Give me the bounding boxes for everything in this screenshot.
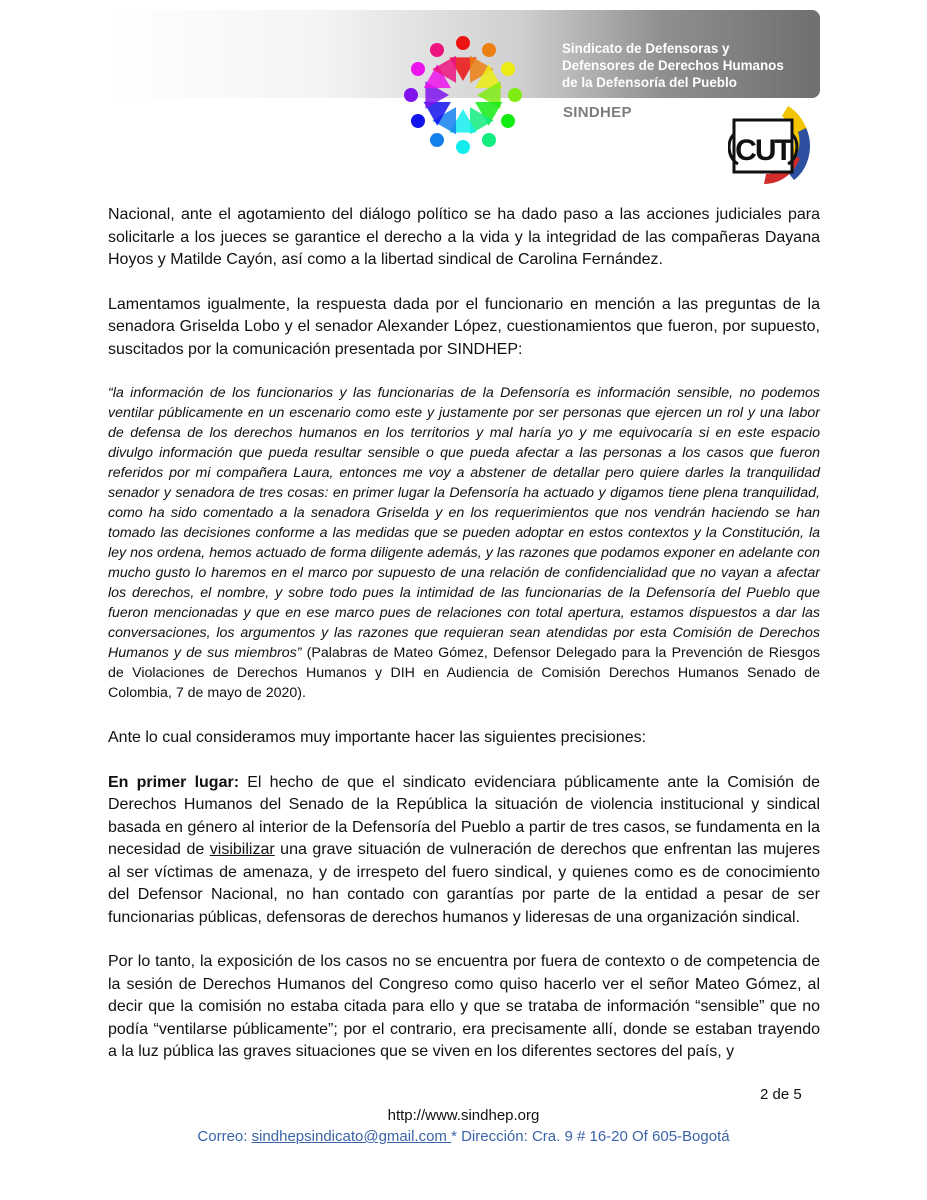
logo-figure-head [404,88,418,102]
paragraph-4-part-a: El hecho de que el sindicato evidenciara públicamente ante la Comisión de Derechos Humanos del Senado de la República la situación de violencia institucional y sindical basada en género al interior de la Defensoría del Pueblo a partir de tres casos, se fundamenta en la necesidad de [108,773,821,858]
logo-figure-head [430,133,444,147]
paragraph-3: Ante lo cual consideramos muy importante hacer las siguientes precisiones: [108,729,647,746]
document-body [108,204,820,1086]
logo-figure-head [508,88,522,102]
logo-figure-head [456,140,470,154]
org-name-line-1: Sindicato de Defensoras y [562,41,730,56]
logo-figure-head [501,114,515,128]
paragraph-1: Nacional, ante el agotamiento del diálogo político se ha dado paso a las acciones judiciales para solicitarle a los jueces se garantice el derecho a la vida y la integridad de las compañeras Dayana Hoyos y Matilde Cayón, así como a la libertad sindical de Carolina Fernández. [108,206,820,268]
logo-figure-head [456,36,470,50]
cut-logo-text: CUT [735,134,791,167]
org-name-line-2: Defensores de Derechos Humanos [562,58,784,73]
logo-figure-head [501,62,515,76]
quote-paragraph [108,383,820,703]
page-number: 2 de 5 [760,1086,802,1103]
logo-figure-head [430,43,444,57]
sindhep-logo [398,30,528,160]
paragraph-5: Por lo tanto, la exposición de los casos no se encuentra por fuera de contexto o de competencia de la sesión de Derechos Humanos del Congreso como quiso hacerlo ver el señor Mateo Gómez, al decir que la comisión no estaba citada para ello y que se trataba de información “sensible” que no podía “ventilarse públicamente”; por el contrario, era precisamente allí, donde se estaban trayendo a la luz pública las graves situaciones que se viven en los diferentes sectores del país, y [108,953,820,1060]
quote-attribution: (Palabras de Mateo Gómez, Defensor Delegado para la Prevención de Riesgos de Violaciones de Derechos Humanos y DIH en Audiencia de Comisión Derechos Humanos Senado de Colombia, 7 de mayo de 2020). [108,645,820,701]
logo-figure-head [482,43,496,57]
organization-name [562,40,822,91]
address-text: * Dirección: Cra. 9 # 16-20 Of 605-Bogotá [451,1128,730,1145]
logo-figures [404,36,522,154]
paragraph-4-part-b: una grave situación de vulneración de derechos que enfrentan las mujeres al ser víctimas de amenaza, y de irrespeto del fuero sindical, y quienes como es de conocimiento del Defensor Nacional, no han contado con garantías por parte de la entidad a pesar de ser funcionarias públicas, defensoras de derechos humanos y lideresas de una organización sindical. [108,841,821,926]
contact-label: Correo: [197,1128,252,1145]
quote-text: “la información de los funcionarios y las funcionarias de la Defensoría es información sensible, no podemos ventilar públicamente en un escenario como este y justamente por ser personas que ejercen un rol y una labor de defensa de los derechos humanos en los territorios y mal haría yo y me equivocaría si en este espacio divulgo información que pueda resultar sensible o que pueda afectar a las personas a los casos que fueron referidos por mi compañera Laura, entonces me voy a abstener de detallar pero quiere darles la tranquilidad senador y senadora de tres cosas: en primer lugar la Defensoría ha actuado y digamos tiene plena tranquilidad, como ha sido comentado a la senadora Griselda y en los requerimientos que nos vendrán haciendo se han tomado las decisiones conforme a las medidas que se pueden adoptar en estos contextos y la Constitución, la ley nos ordena, hemos actuado de forma diligente además, y las razones que podamos exponer en adelante con mucho gusto lo haremos en el marco por supuesto de una relación de confidencialidad que no vayan a afectar los derechos, el nombre, y sobre todo pues la intimidad de las funcionarias de la Defensoría del Pueblo que fueron mencionadas y que en ese marco pues de relaciones con total apertura, estamos dispuestos a dar las conversaciones, los argumentos y las razones que requieran sean atendidas por esta Comisión de Derechos Humanos y de sus miembros” [108,385,820,661]
logo-figure-head [482,133,496,147]
paragraph-4-underlined: visibilizar [209,841,275,858]
logo-figure-head [411,114,425,128]
logo-figure-head [411,62,425,76]
paragraph-2: Lamentamos igualmente, la respuesta dada por el funcionario en mención a las preguntas de la senadora Griselda Lobo y el senador Alexander López, cuestionamientos que fueron, por supuesto, suscitados por la comunicación presentada por SINDHEP: [108,295,820,358]
paragraph-4 [108,772,820,930]
org-name-line-3: de la Defensoría del Pueblo [562,75,737,90]
email-link[interactable]: sindhepsindicato@gmail.com [251,1128,452,1145]
organization-acronym: SINDHEP [563,104,632,121]
paragraph-4-lead: En primer lugar: [108,773,240,791]
cut-logo [728,98,816,188]
footer-contact [0,1128,927,1145]
footer-website-link[interactable]: http://www.sindhep.org [387,1107,540,1124]
